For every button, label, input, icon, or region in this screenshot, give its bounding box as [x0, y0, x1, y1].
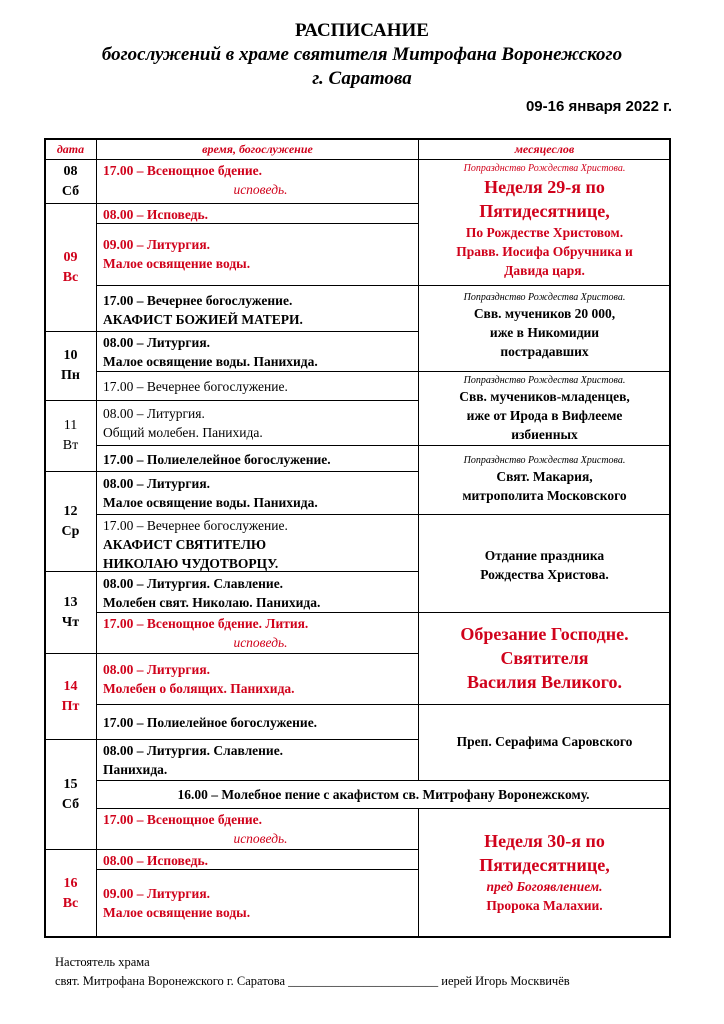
footer-line-2: свят. Митрофана Воронежского г. Саратова ________________________ иерей Игорь Москвичёв	[55, 974, 570, 988]
service-cell: 08.00 – Литургия. Общий молебен. Панихида.	[96, 400, 419, 446]
day-cell: 12 Ср	[44, 471, 97, 572]
footer-line-1: Настоятель храма	[55, 955, 150, 969]
service-cell: 08.00 – Литургия. Малое освящение воды. Панихида.	[96, 471, 419, 515]
service-cell: 17.00 – Вечернее богослужение. АКАФИСТ БОЖИЕЙ МАТЕРИ.	[96, 285, 419, 332]
day-cell: 15 Сб	[44, 739, 97, 850]
service-cell: 17.00 – Всенощное бдение. исповедь.	[96, 159, 419, 204]
calendar-cell: Отдание праздника Рождества Христова.	[418, 514, 671, 613]
service-cell: 17.00 – Вечернее богослужение.	[96, 371, 419, 401]
column-header-date: дата	[44, 138, 97, 160]
page-title: РАСПИСАНИЕ	[295, 20, 429, 41]
day-cell: 13 Чт	[44, 571, 97, 654]
day-cell: 11 Вт	[44, 400, 97, 472]
day-cell: 09 Вс	[44, 203, 97, 332]
service-cell: 17.00 – Вечернее богослужение. АКАФИСТ СВЯТИТЕЛЮ НИКОЛАЮ ЧУДОТВОРЦУ.	[96, 514, 419, 572]
service-cell: 09.00 – Литургия. Малое освящение воды.	[96, 223, 419, 286]
day-cell: 14 Пт	[44, 653, 97, 740]
page-subtitle: богослужений в храме святителя Митрофана Воронежского	[101, 44, 623, 65]
day-cell: 08 Сб	[44, 159, 97, 204]
calendar-cell: Неделя 30-я по Пятидесятнице, пред Богоявлением. Пророка Малахии.	[418, 808, 671, 938]
day-cell: 10 Пн	[44, 331, 97, 401]
calendar-cell: Преп. Серафима Саровского	[418, 704, 671, 781]
calendar-cell: Попразднство Рождества Христова. Свв. мучеников-младенцев, иже от Ирода в Вифлееме избиенных	[418, 371, 671, 446]
day-cell: 16 Вс	[44, 849, 97, 938]
service-cell: 17.00 – Полиелейное богослужение.	[96, 704, 419, 740]
page-city: г. Саратова	[312, 68, 412, 89]
service-cell: 08.00 – Литургия. Молебен о болящих. Панихида.	[96, 653, 419, 705]
service-cell: 17.00 – Всенощное бдение. исповедь.	[96, 808, 419, 850]
service-cell: 17.00 – Полиелелейное богослужение.	[96, 445, 419, 472]
service-cell: 17.00 – Всенощное бдение. Лития. исповедь.	[96, 612, 419, 654]
calendar-cell: Попразднство Рождества Христова. Неделя 29-я по Пятидесятнице, По Рождестве Христовом. Правв. Иосифа Обручника и Давида царя.	[418, 159, 671, 286]
service-cell: 08.00 – Исповедь.	[96, 203, 419, 224]
column-header-calendar: месяцеслов	[418, 138, 671, 160]
service-cell: 08.00 – Литургия. Славление. Молебен свят. Николаю. Панихида.	[96, 571, 419, 613]
service-cell: 08.00 – Литургия. Славление. Панихида.	[96, 739, 419, 781]
service-cell: 08.00 – Литургия. Малое освящение воды. Панихида.	[96, 331, 419, 372]
service-cell: 09.00 – Литургия. Малое освящение воды.	[96, 869, 419, 938]
calendar-cell: Обрезание Господне. Святителя Василия Великого.	[418, 612, 671, 705]
service-cell-wide: 16.00 – Молебное пение с акафистом св. Митрофану Воронежскому.	[96, 780, 671, 809]
date-range: 09-16 января 2022 г.	[525, 98, 672, 115]
calendar-cell: Попразднство Рождества Христова. Свят. Макария, митрополита Московского	[418, 445, 671, 515]
service-cell: 08.00 – Исповедь.	[96, 849, 419, 870]
calendar-cell: Попразднство Рождества Христова. Свв. мучеников 20 000, иже в Никомидии пострадавших	[418, 285, 671, 372]
column-header-service: время, богослужение	[96, 138, 419, 160]
